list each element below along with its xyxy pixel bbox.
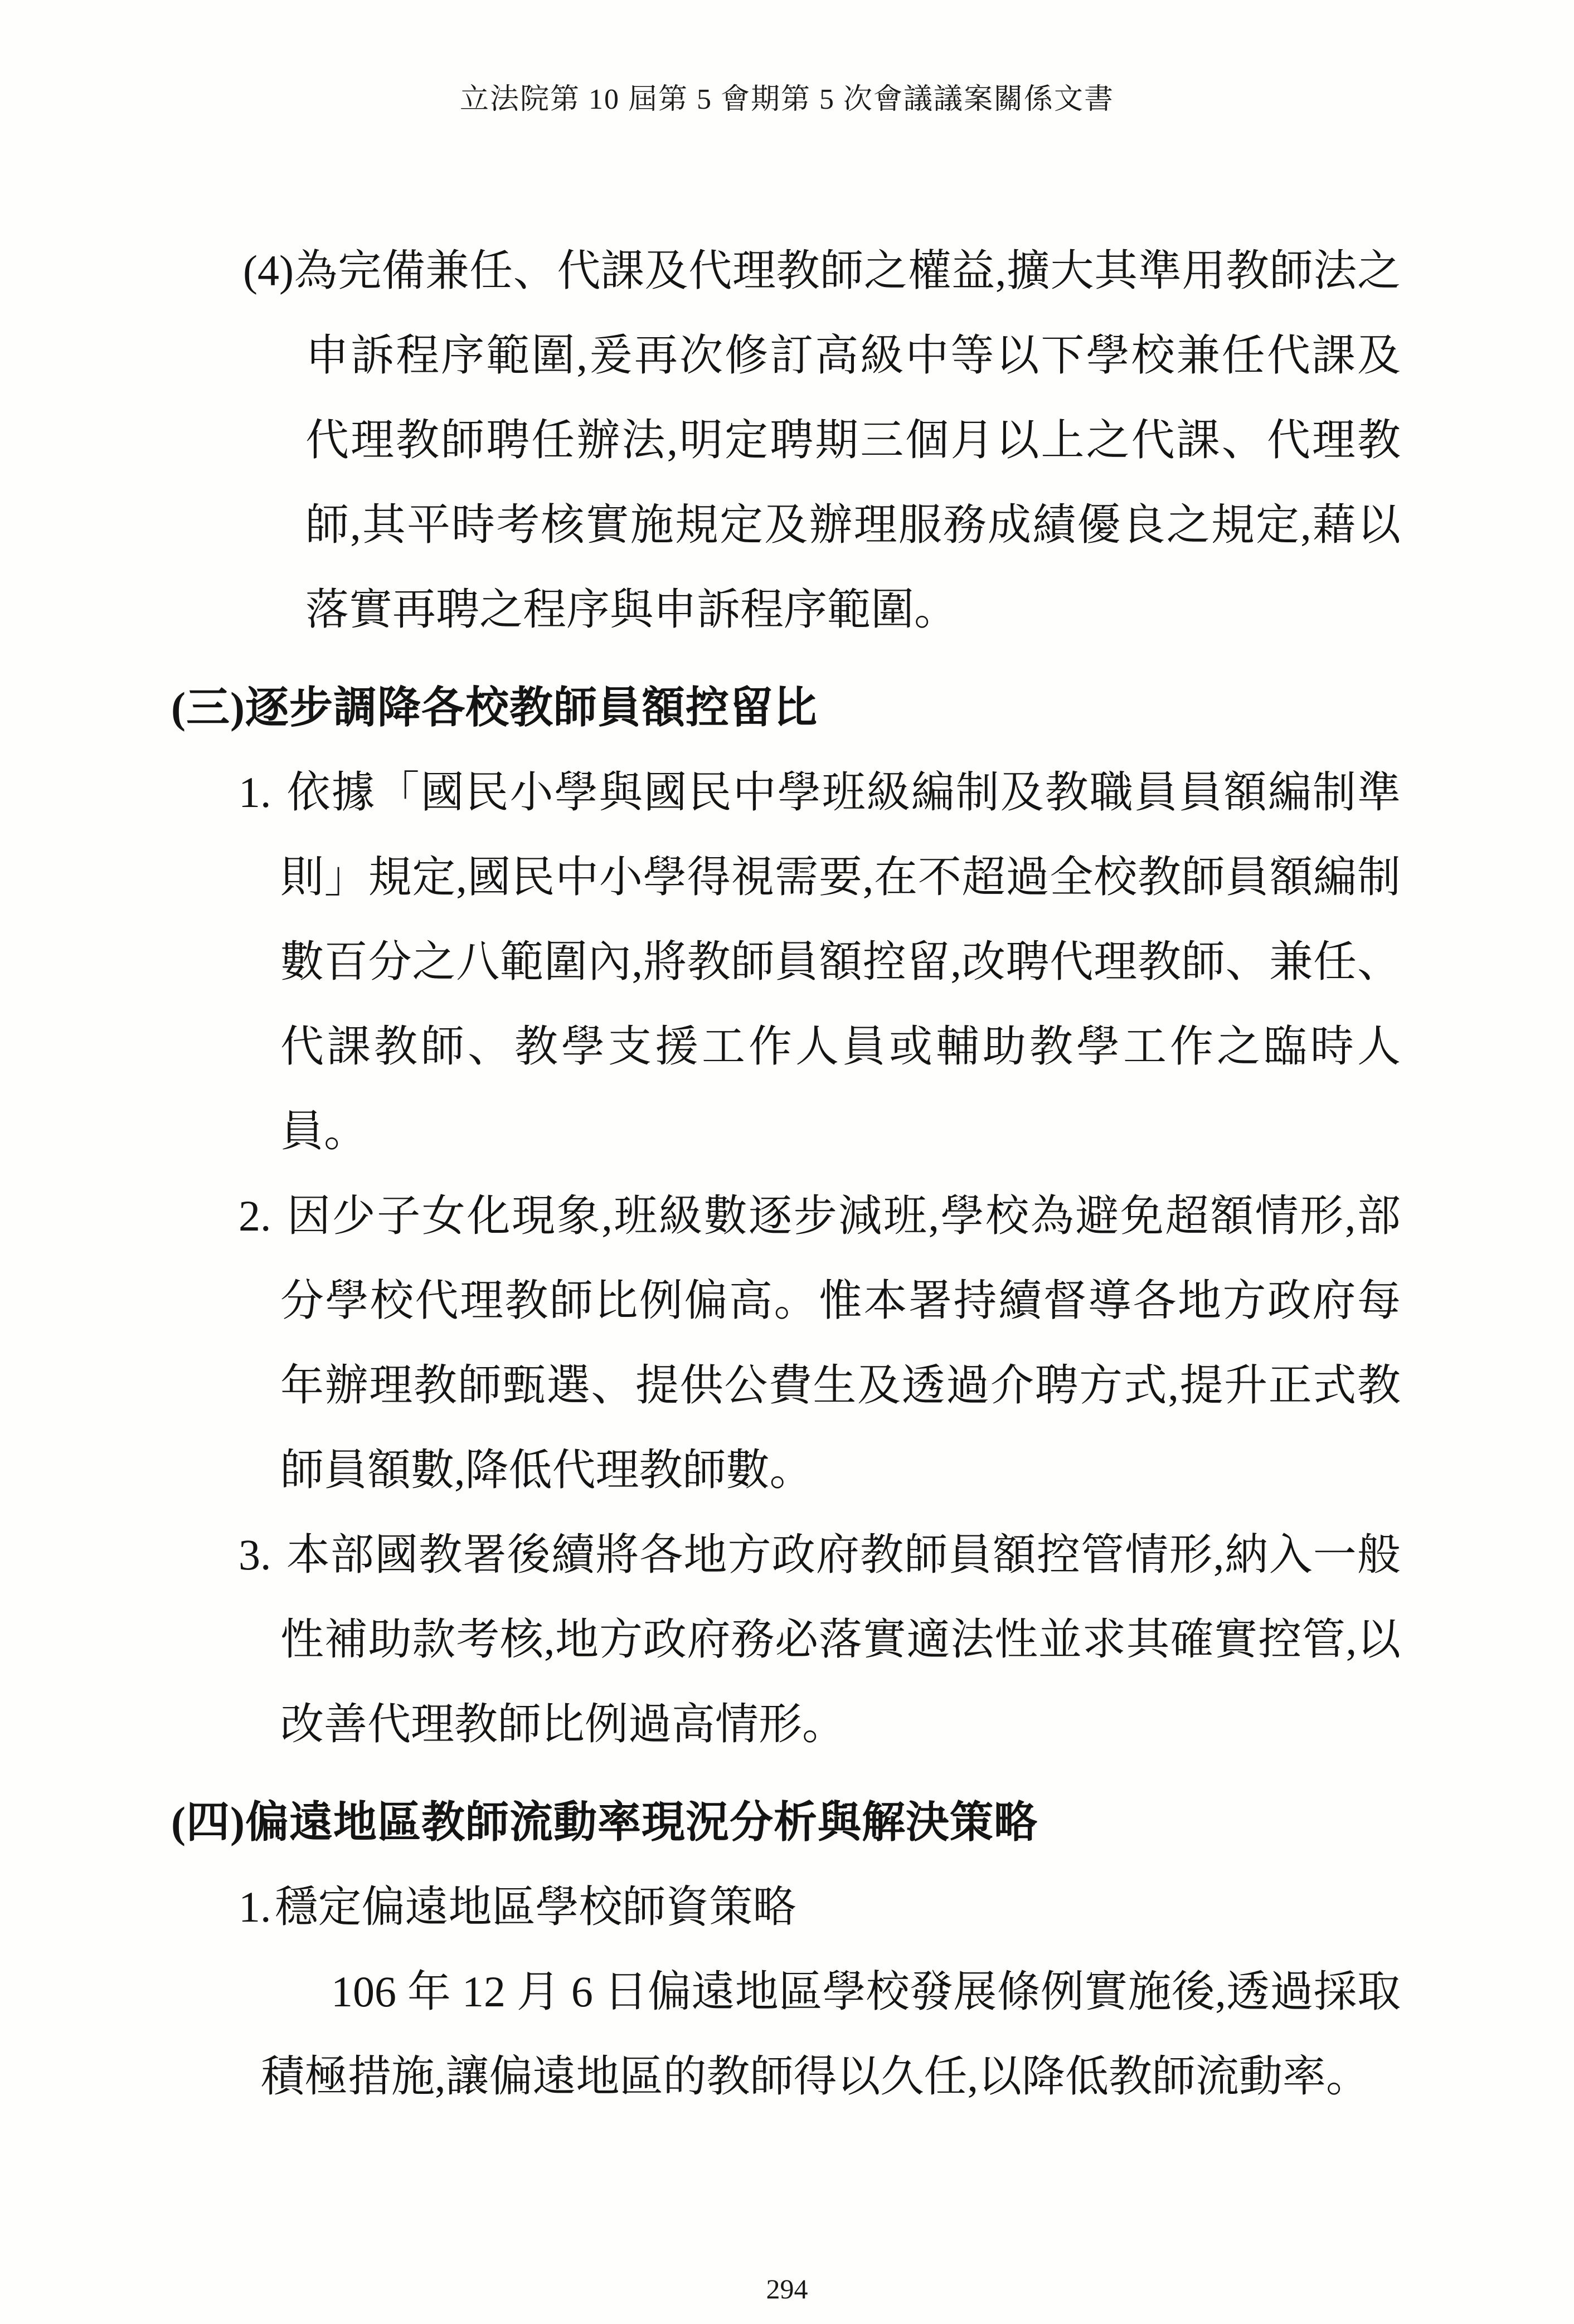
section-3-item-3-number: 3. bbox=[239, 1530, 271, 1579]
document-header-title: 立法院第 10 屆第 5 會期第 5 次會議議案關係文書 bbox=[459, 84, 1114, 115]
paragraph-4 bbox=[171, 228, 1401, 652]
section-3-item-1-number: 1. bbox=[239, 768, 271, 816]
section-3-heading: (三)逐步調降各校教師員額控留比 bbox=[171, 683, 818, 732]
section-4-subitem-1-text: 穩定偏遠地區學校師資策略 bbox=[274, 1883, 796, 1931]
section-3-item-2-text: 因少子女化現象,班級數逐步減班,學校為避免超額情形,部分學校代理教師比例偏高。惟本署持續督導各地方政府每年辦理教師甄選、提供公費生及透過介聘方式,提升正式教師員額數,降低代理教師數。 bbox=[280, 1192, 1401, 1494]
section-3-item-1-text: 依據「國民小學與國民中學班級編制及教職員員額編制準則」規定,國民中小學得視需要,在不超過全校教師員額編制數百分之八範圍內,將教師員額控留,改聘代理教師、兼任、代課教師、教學支援工作人員或輔助教學工作之臨時人員。 bbox=[280, 768, 1401, 1155]
section-3-item-2-number: 2. bbox=[239, 1192, 271, 1240]
section-4-heading: (四)偏遠地區教師流動率現況分析與解決策略 bbox=[171, 1798, 1038, 1846]
section-3-item-2 bbox=[171, 1174, 1401, 1513]
paragraph-4-text: 為完備兼任、代課及代理教師之權益,擴大其準用教師法之申訴程序範圍,爰再次修訂高級中等以下學校兼任代課及代理教師聘任辦法,明定聘期三個月以上之代課、代理教師,其平時考核實施規定及辦理服務成績優良之規定,藉以落實再聘之程序與申訴程序範圍。 bbox=[293, 246, 1401, 634]
section-4-subitem-1-number: 1. bbox=[239, 1883, 271, 1931]
section-3-item-3 bbox=[171, 1513, 1401, 1767]
paragraph-4-label: (4) bbox=[243, 246, 294, 295]
section-3-item-1 bbox=[171, 750, 1401, 1174]
section-3-item-3-text: 本部國教署後續將各地方政府教師員額控管情形,納入一般性補助款考核,地方政府務必落實適法性並求其確實控管,以改善代理教師比例過高情形。 bbox=[280, 1530, 1401, 1748]
page-number: 294 bbox=[766, 2273, 808, 2304]
section-4-subitem-1 bbox=[171, 1865, 1401, 1949]
document-body bbox=[171, 228, 1401, 2119]
section-4-paragraph: 106 年 12 月 6 日偏遠地區學校發展條例實施後,透過採取積極措施,讓偏遠地區的教師得以久任,以降低教師流動率。 bbox=[261, 1967, 1401, 2101]
